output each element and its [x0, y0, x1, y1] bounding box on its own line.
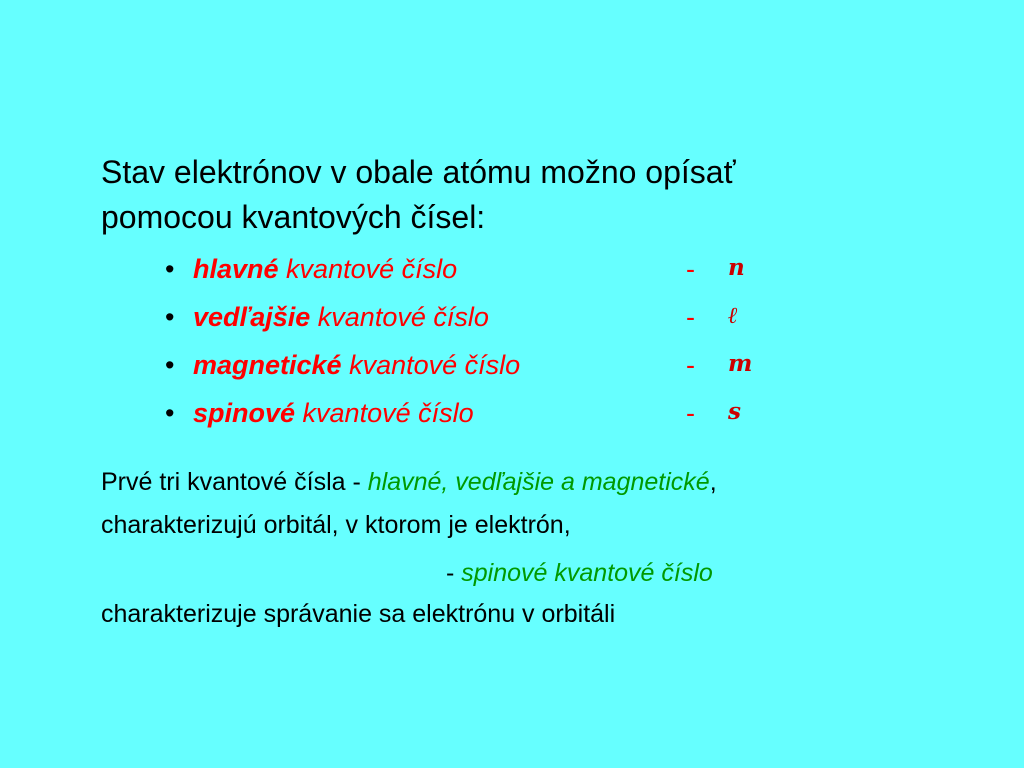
- list-item-label: [193, 398, 474, 429]
- label-rest: kvantové číslo: [295, 398, 474, 428]
- symbol: n: [728, 254, 745, 281]
- keyword: vedľajšie: [193, 302, 311, 332]
- label-rest: kvantové číslo: [310, 302, 489, 332]
- dash: -: [686, 254, 695, 284]
- bullet-icon: •: [165, 254, 175, 284]
- keyword: spinové: [193, 398, 296, 428]
- paragraph-2-line-1: [446, 559, 713, 588]
- list-item-label: [193, 302, 489, 333]
- paragraph-2-dash: -: [446, 559, 462, 587]
- paragraph-1-highlight: hlavné, vedľajšie a magnetické: [367, 468, 710, 496]
- paragraph-2-highlight: spinové kvantové číslo: [461, 559, 713, 587]
- intro-line-2: pomocou kvantových čísel:: [101, 199, 486, 235]
- bullet-icon: •: [165, 398, 175, 428]
- paragraph-1-line-2: charakterizujú orbitál, v ktorom je elektrón,: [101, 511, 571, 539]
- dash: -: [686, 398, 695, 428]
- paragraph-1-line-1: [101, 468, 717, 497]
- dash: -: [686, 350, 695, 380]
- intro-line-1: Stav elektrónov v obale atómu možno opísať: [101, 154, 736, 190]
- symbol: m: [728, 350, 753, 377]
- paragraph-1-prefix: Prvé tri kvantové čísla -: [101, 468, 368, 496]
- intro-text: [101, 150, 961, 240]
- keyword: hlavné: [193, 254, 279, 284]
- bullet-icon: •: [165, 350, 175, 380]
- paragraph-2-line-2: charakterizuje správanie sa elektrónu v orbitáli: [101, 600, 616, 628]
- bullet-icon: •: [165, 302, 175, 332]
- dash: -: [686, 302, 695, 332]
- symbol: ℓ: [728, 302, 738, 329]
- list-item-label: [193, 350, 520, 381]
- label-rest: kvantové číslo: [278, 254, 458, 284]
- list-item-label: [193, 254, 457, 285]
- paragraph-1-suffix: ,: [709, 468, 717, 496]
- symbol: s: [728, 398, 741, 425]
- keyword: magnetické: [193, 350, 342, 380]
- label-rest: kvantové číslo: [341, 350, 521, 380]
